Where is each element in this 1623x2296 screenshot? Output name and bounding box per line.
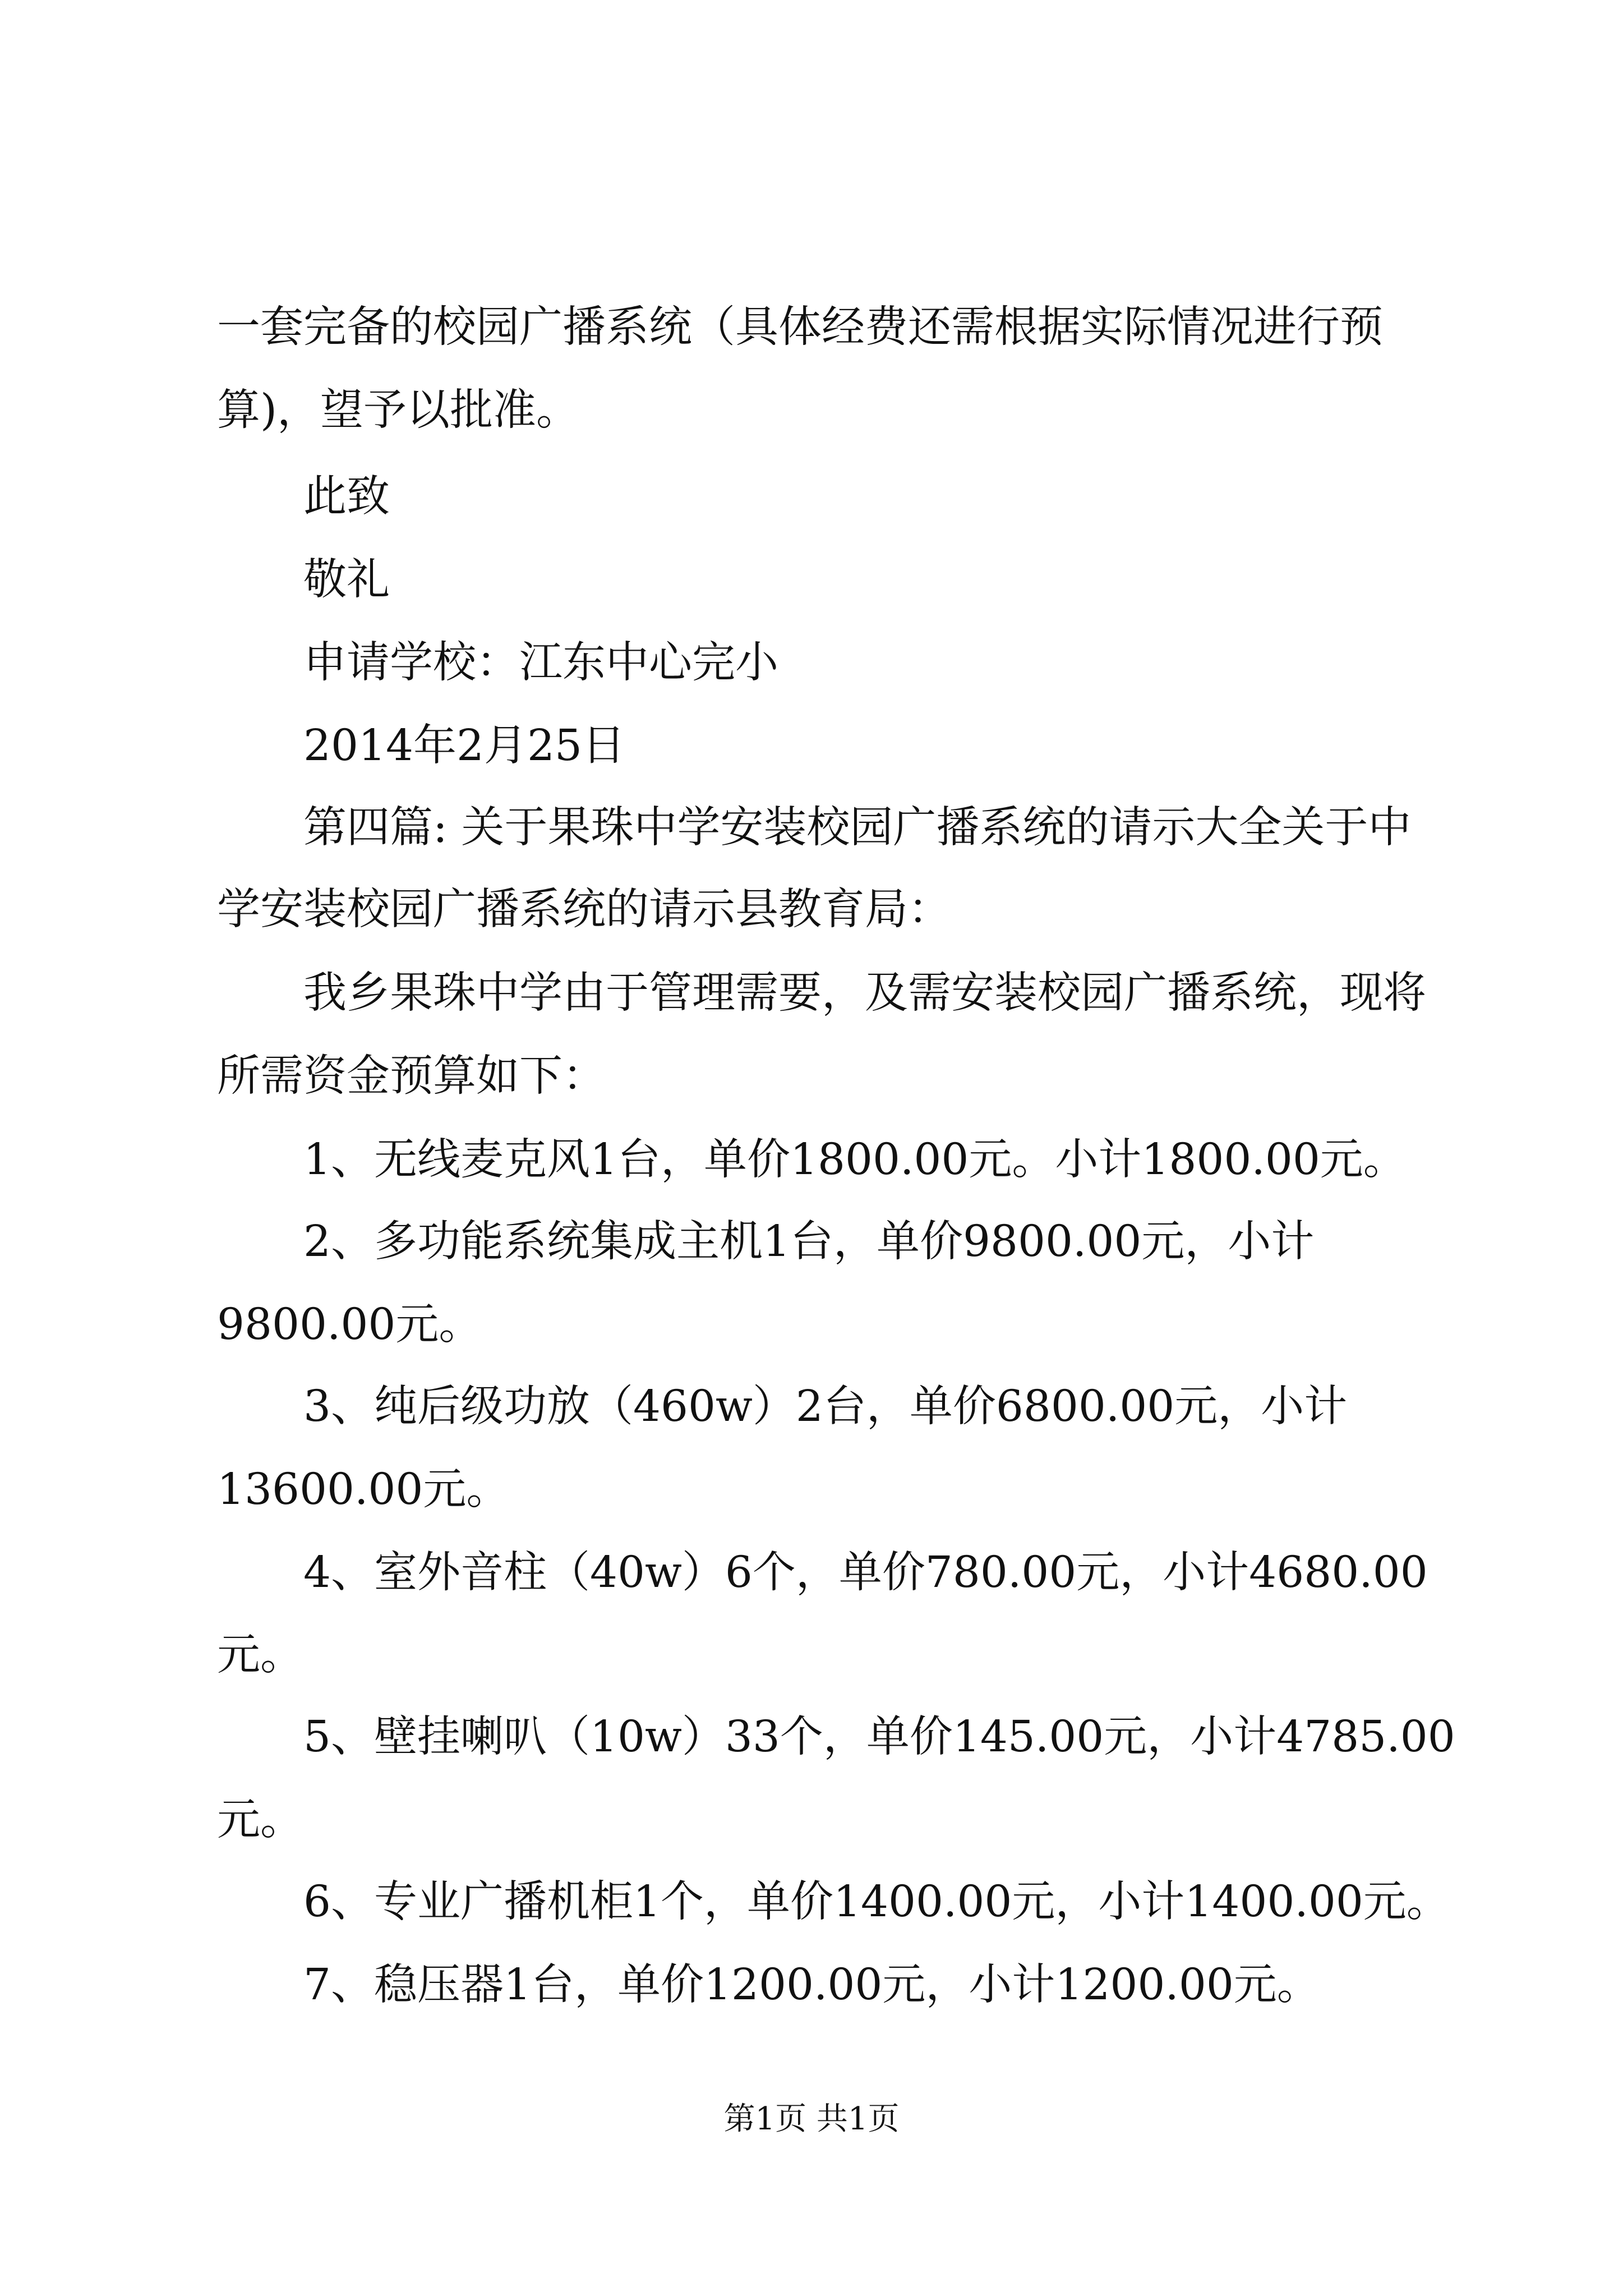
budget-item: 3、纯后级功放（460w）2台，单价6800.00元，小计 bbox=[303, 1382, 1348, 1432]
section-heading-continued: 学安装校园广播系统的请示县教育局： bbox=[217, 885, 951, 935]
budget-item-continued: 13600.00元。 bbox=[217, 1465, 510, 1515]
body-line: 一套完备的校园广播系统（具体经费还需根据实际情况进行预 bbox=[217, 302, 1383, 352]
budget-item: 1、无线麦克风1台，单价1800.00元。小计1800.00元。 bbox=[303, 1135, 1407, 1185]
budget-item: 4、室外音柱（40w）6个，单价780.00元，小计4680.00 bbox=[303, 1548, 1428, 1598]
section-heading: 第四篇: 关于果珠中学安装校园广播系统的请示大全关于中 bbox=[303, 803, 1412, 853]
closing-line: 此致 bbox=[303, 472, 390, 522]
budget-item: 2、多功能系统集成主机1台，单价9800.00元，小计 bbox=[303, 1217, 1315, 1267]
closing-line: 敬礼 bbox=[303, 555, 390, 605]
budget-item: 7、稳压器1台，单价1200.00元，小计1200.00元。 bbox=[303, 1960, 1320, 2010]
budget-item-continued: 9800.00元。 bbox=[217, 1300, 482, 1350]
document-date: 2014年2月25日 bbox=[303, 721, 625, 771]
body-line: 所需资金预算如下： bbox=[217, 1051, 606, 1101]
budget-item: 5、壁挂喇叭（10w）33个，单价145.00元，小计4785.00 bbox=[303, 1712, 1455, 1762]
body-line: 算)，望予以批准。 bbox=[217, 385, 580, 435]
page-footer: 第1页 共1页 bbox=[723, 2101, 900, 2137]
budget-item: 6、专业广播机柜1个，单价1400.00元，小计1400.00元。 bbox=[303, 1877, 1450, 1927]
body-line: 我乡果珠中学由于管理需要，及需安装校园广播系统，现将 bbox=[303, 968, 1426, 1018]
budget-item-continued: 元。 bbox=[217, 1630, 303, 1680]
budget-item-continued: 元。 bbox=[217, 1795, 303, 1845]
applicant-school: 申请学校：江东中心完小 bbox=[303, 638, 778, 688]
